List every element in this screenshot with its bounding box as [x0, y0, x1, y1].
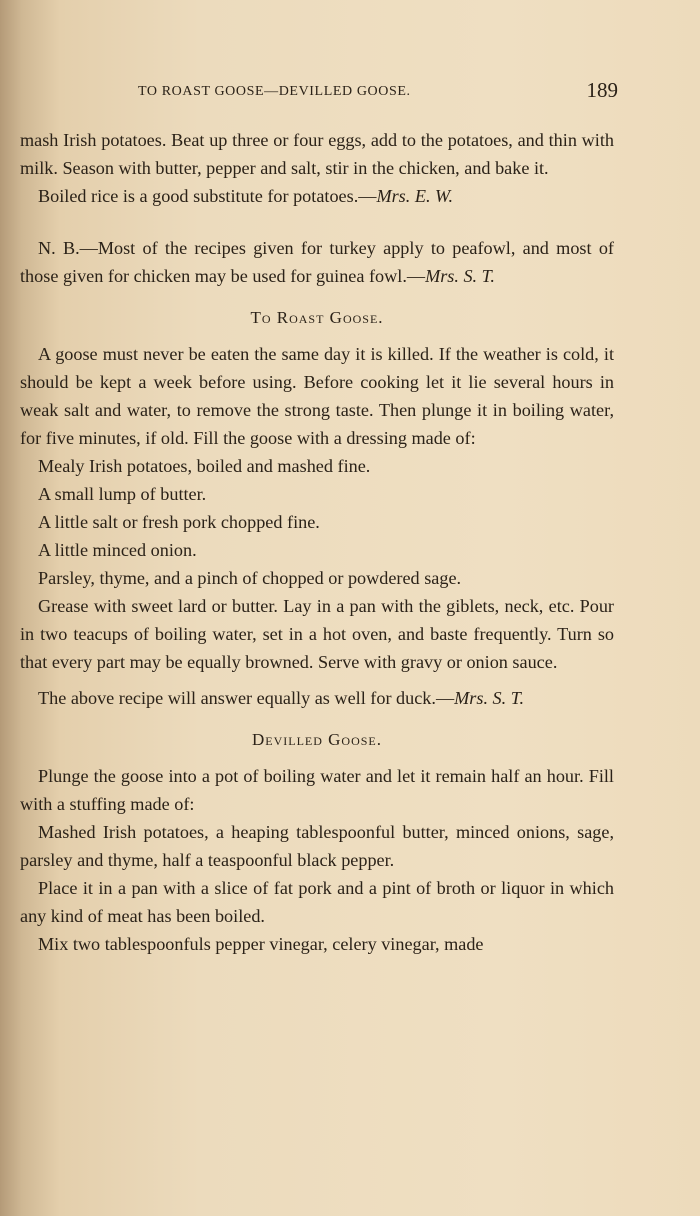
rice-paragraph — [20, 182, 614, 210]
duck-text: The above recipe will answer equally as well for duck.— — [38, 688, 455, 708]
ingredient-item: Parsley, thyme, and a pinch of chopped or powdered sage. — [38, 568, 462, 588]
page-number: 189 — [586, 78, 618, 102]
spacer — [20, 676, 614, 684]
note-signature: Mrs. S. T. — [425, 266, 495, 286]
roast-goose-intro: A goose must never be eaten the same day it is killed. If the weather is cold, it should be kept a week before using. Before cooking let it lie several hours in weak salt and water, to remove the strong taste. Then plunge it in boiling water, for five minutes, if old. Fill the goose with a dressing made of: — [20, 344, 614, 448]
running-title: TO ROAST GOOSE—DEVILLED GOOSE. — [138, 84, 411, 99]
section-heading-devilled-goose: Devilled Goose. — [251, 730, 383, 749]
devilled-step-plunge: Plunge the goose into a pot of boiling water and let it remain half an hour. Fill with a stuffing made of: — [20, 766, 614, 814]
ingredient-item: A little minced onion. — [38, 540, 197, 560]
note-paragraph — [20, 234, 614, 290]
devilled-stuffing: Mashed Irish potatoes, a heaping tablespoonful butter, minced onions, sage, parsley and thyme, half a teaspoonful black pepper. — [20, 822, 614, 870]
ingredient-item: A small lump of butter. — [38, 484, 207, 504]
page-header — [20, 78, 618, 108]
page-body — [20, 126, 614, 958]
rice-signature: Mrs. E. W. — [376, 186, 454, 206]
devilled-step-pan: Place it in a pan with a slice of fat pork and a pint of broth or liquor in which any kind of meat has been boiled. — [20, 878, 614, 926]
ingredient-item: A little salt or fresh pork chopped fine. — [38, 512, 320, 532]
rice-text: Boiled rice is a good substitute for potatoes.— — [38, 186, 377, 206]
duck-paragraph — [20, 684, 614, 712]
section-heading-roast-goose: To Roast Goose. — [250, 308, 384, 327]
ingredient-item: Mealy Irish potatoes, boiled and mashed fine. — [38, 456, 371, 476]
continued-paragraph: mash Irish potatoes. Beat up three or four eggs, add to the potatoes, and thin with milk. Season with butter, pepper and salt, stir in the chicken, and bake it. — [20, 130, 614, 178]
spacer — [20, 210, 614, 234]
duck-signature: Mrs. S. T. — [454, 688, 525, 708]
note-text: N. B.—Most of the recipes given for turkey apply to peafowl, and most of those given for chicken may be used for guinea fowl.— — [20, 238, 614, 286]
roast-goose-method: Grease with sweet lard or butter. Lay in a pan with the giblets, neck, etc. Pour in two teacups of boiling water, set in a hot oven, and baste frequently. Turn so that every part may be equally browned. Serve with gravy or onion sauce. — [20, 596, 614, 672]
devilled-step-mix: Mix two tablespoonfuls pepper vinegar, celery vinegar, made — [38, 934, 484, 954]
